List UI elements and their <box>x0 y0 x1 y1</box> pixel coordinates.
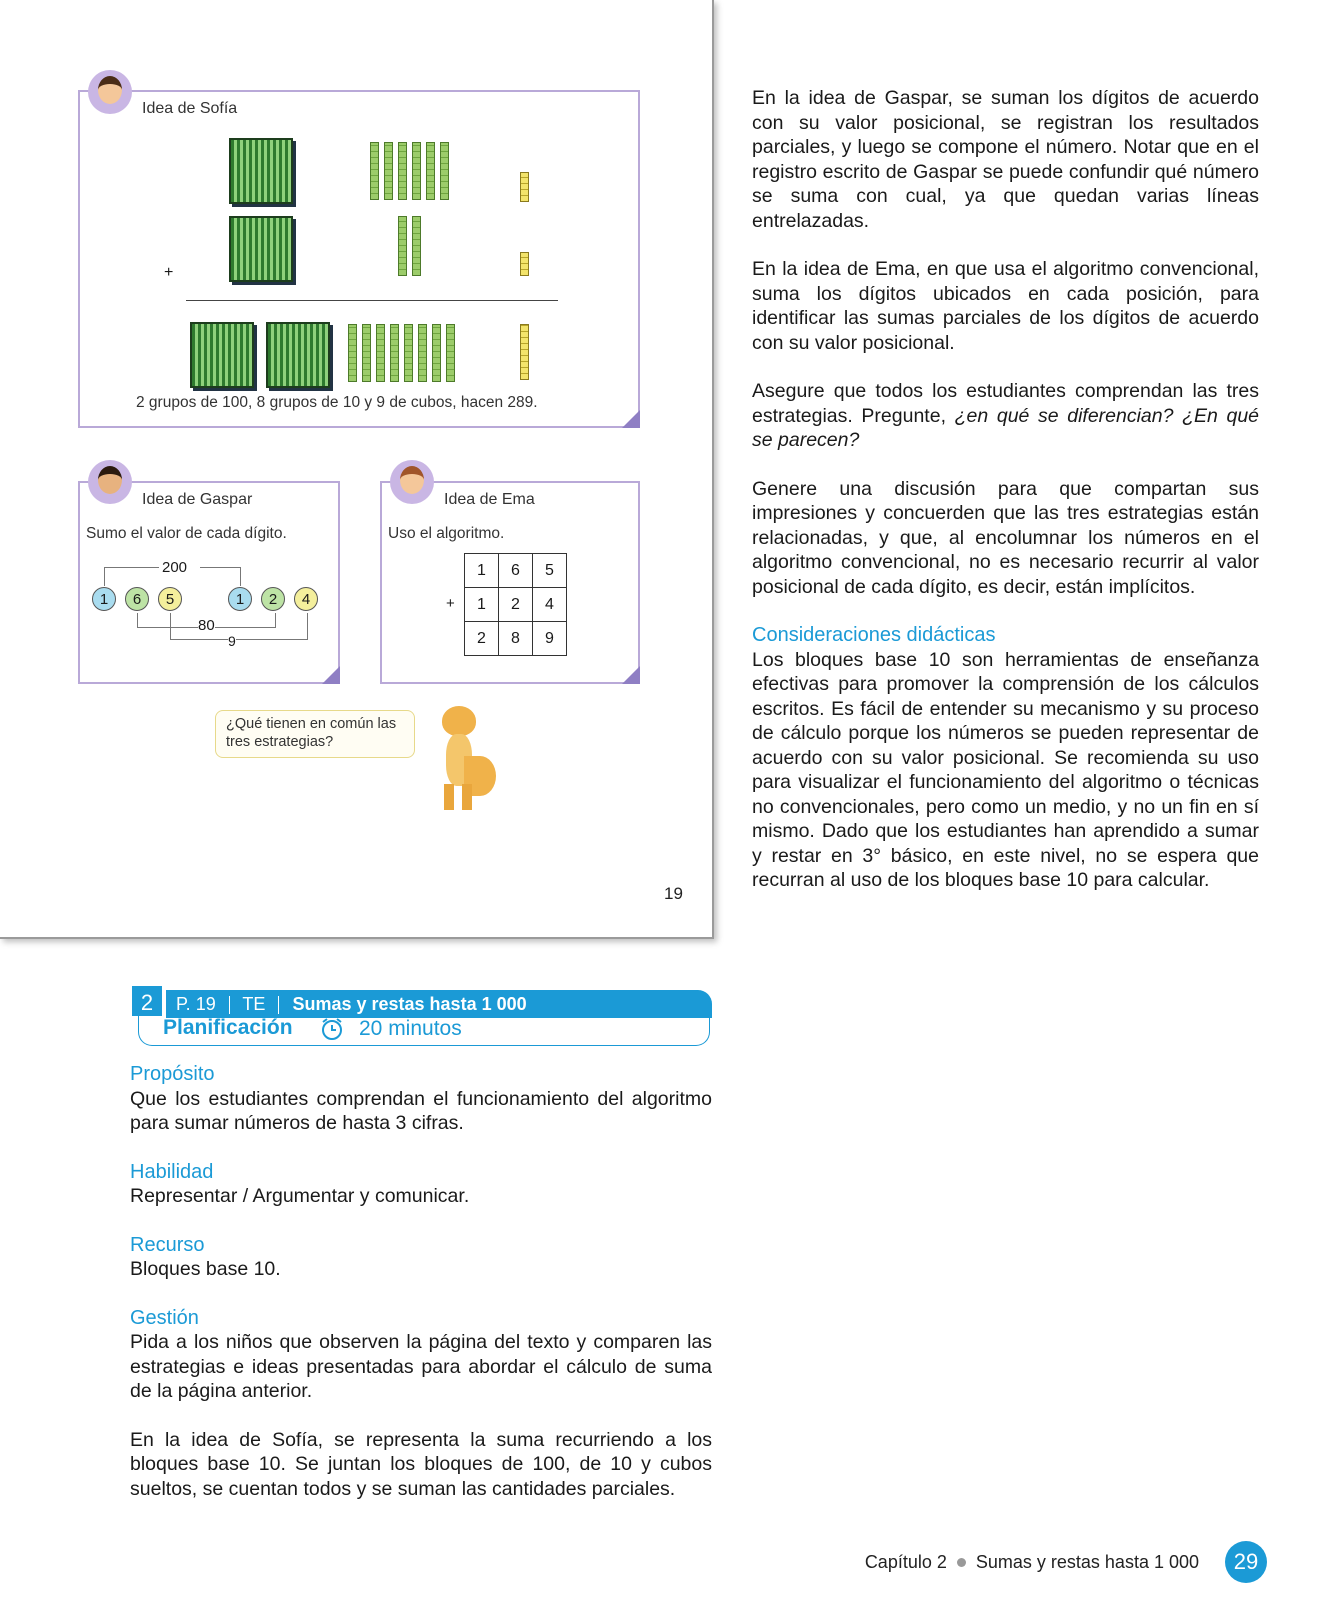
connector-line <box>104 567 159 586</box>
recurso-text: Bloques base 10. <box>130 1258 281 1280</box>
footer-topic: Sumas y restas hasta 1 000 <box>975 1551 1199 1572</box>
sofia-idea-card <box>78 90 640 428</box>
gaspar-avatar <box>88 460 132 504</box>
footer-page-number: 29 <box>1225 1541 1267 1583</box>
gaspar-idea-card <box>78 481 340 684</box>
planning-box <box>138 1014 710 1046</box>
gaspar-hundreds-sum: 200 <box>162 559 188 576</box>
gestion-text: Pida a los niños que observen la página del texto y comparen las estrategias e ideas presentadas para abordar el cálculo de suma de la página anterior. <box>130 1331 712 1402</box>
digit-circle-units: 4 <box>294 587 318 611</box>
ema-idea-card <box>380 481 640 684</box>
gaspar-units-sum: 9 <box>228 633 236 649</box>
question-italic: ¿en qué se diferencian? ¿En qué se parecen? <box>752 404 1260 451</box>
footer-bullet-icon <box>957 1558 966 1567</box>
sum-line <box>186 300 558 301</box>
ema-title: Idea de Ema <box>444 491 535 508</box>
ema-algorithm-grid <box>464 553 567 656</box>
digit-circle-hundreds: 1 <box>92 587 116 611</box>
proposito-text: Que los estudiantes comprendan el funcionamiento del algoritmo para sumar números de hasta 3 cifras. <box>130 1087 712 1134</box>
habilidad-heading: Habilidad <box>130 1160 214 1183</box>
speech-text: ¿Qué tienen en común las tres estrategias? <box>226 716 397 750</box>
hundred-block <box>229 138 293 204</box>
hundred-block <box>229 216 293 282</box>
grid-cell: 1 <box>465 554 499 588</box>
student-page <box>0 0 714 939</box>
digit-circle-tens: 2 <box>261 587 285 611</box>
hundred-block <box>266 322 330 388</box>
gaspar-tens-sum: 80 <box>198 617 215 634</box>
te-label: TE <box>242 994 266 1014</box>
ema-avatar <box>390 460 434 504</box>
planning-duration: 20 minutos <box>359 1017 462 1040</box>
gaspar-subtitle: Sumo el valor de cada dígito. <box>86 525 287 542</box>
recurso-heading: Recurso <box>130 1233 205 1256</box>
habilidad-text: Representar / Argumentar y comunicar. <box>130 1185 470 1207</box>
right-column-text <box>752 86 1259 917</box>
page-footer <box>865 1540 1267 1584</box>
ten-rod <box>412 216 421 276</box>
digit-circle-tens: 6 <box>125 587 149 611</box>
paragraph: Genere una discusión para que compartan sus impresiones y concuerden que las tres estrategias están relacionadas, y que, al encolumnar los números en el algoritmo convencional, no es necesario recurrir al valor posicional de cada dígito, es decir, están implícitos. <box>752 477 1259 598</box>
ten-rod <box>398 216 407 276</box>
connector-line <box>200 567 241 586</box>
grid-cell: 5 <box>533 554 567 588</box>
grid-cell: 6 <box>499 554 533 588</box>
ema-plus: + <box>446 595 455 612</box>
considerations-text: Los bloques base 10 son herramientas de enseñanza efectivas para promover la comprensión de los cálculos escritos. Es fácil de entender su mecanismo y su proceso de cálculo porque los números se pueden representar de acuerdo con su valor posicional. Se recomienda su uso para visualizar el funcionamiento del algoritmo o técnicas no convencionales, pero como un medio, y no un fin en sí mismo. Dado que los estudiantes han aprendido a sumar y restar en 3° básico, en este nivel, no se espera que recurran al uso de los bloques base 10 para calcular. <box>752 648 1259 891</box>
question-prefix: Asegure que todos los estudiantes comprendan las tres estrategias. Pregunte, <box>752 380 1259 427</box>
sofia-title: Idea de Sofía <box>142 100 238 117</box>
gestion-text: En la idea de Sofía, se representa la suma recurriendo a los bloques base 10. Se juntan los bloques de 100, de 10 y cubos sueltos, se cuentan todos y se suman las cantidades parciales. <box>130 1428 712 1500</box>
separator <box>229 996 230 1014</box>
paragraph: En la idea de Ema, en que usa el algoritmo convencional, suma los dígitos ubicados en cada posición, para identificar las sumas parciales de los dígitos de acuerdo con su valor posicional. <box>752 258 1259 354</box>
grid-cell: 1 <box>465 588 499 622</box>
digit-circle-hundreds: 1 <box>228 587 252 611</box>
grid-cell: 2 <box>465 622 499 656</box>
paragraph: En la idea de Gaspar, se suman los dígitos de acuerdo con su valor posicional, se registran los resultados parciales, y luego se compone el número. Notar que en el registro escrito de Gaspar se puede confundir qué número se suma con cual, ya que quedan varias líneas entrelazadas. <box>752 87 1259 232</box>
ema-subtitle: Uso el algoritmo. <box>388 525 505 542</box>
fox-illustration <box>430 706 500 816</box>
planning-label: Planificación <box>163 1016 293 1039</box>
proposito-heading: Propósito <box>130 1063 215 1085</box>
gaspar-title: Idea de Gaspar <box>142 491 253 508</box>
student-page-number: 19 <box>664 884 683 903</box>
hundred-block <box>190 322 254 388</box>
grid-cell: 2 <box>499 588 533 622</box>
unit-cubes-result <box>520 324 529 380</box>
unit-cubes-middle <box>520 252 529 276</box>
page-ref: P. 19 <box>176 994 216 1014</box>
topic-title: Sumas y restas hasta 1 000 <box>292 994 527 1014</box>
planning-sections <box>130 1062 712 1525</box>
planning-number-badge: 2 <box>130 984 164 1018</box>
grid-cell: 9 <box>533 622 567 656</box>
connector-line <box>170 613 308 640</box>
grid-cell: 8 <box>499 622 533 656</box>
paragraph-question <box>752 379 1259 453</box>
speech-bubble <box>215 710 415 758</box>
separator <box>278 996 279 1014</box>
sofia-caption: 2 grupos de 100, 8 grupos de 10 y 9 de cubos, hacen 289. <box>136 394 538 411</box>
footer-chapter: Capítulo 2 <box>864 1551 947 1572</box>
digit-circle-units: 5 <box>158 587 182 611</box>
planning-header <box>130 984 712 1054</box>
considerations-heading: Consideraciones didácticas <box>752 624 996 646</box>
grid-cell: 4 <box>533 588 567 622</box>
unit-cubes-top <box>520 172 529 202</box>
gestion-heading: Gestión <box>130 1306 199 1329</box>
sofia-avatar <box>88 70 132 114</box>
alarm-clock-icon <box>319 1016 345 1042</box>
plus-sign: + <box>164 264 174 281</box>
